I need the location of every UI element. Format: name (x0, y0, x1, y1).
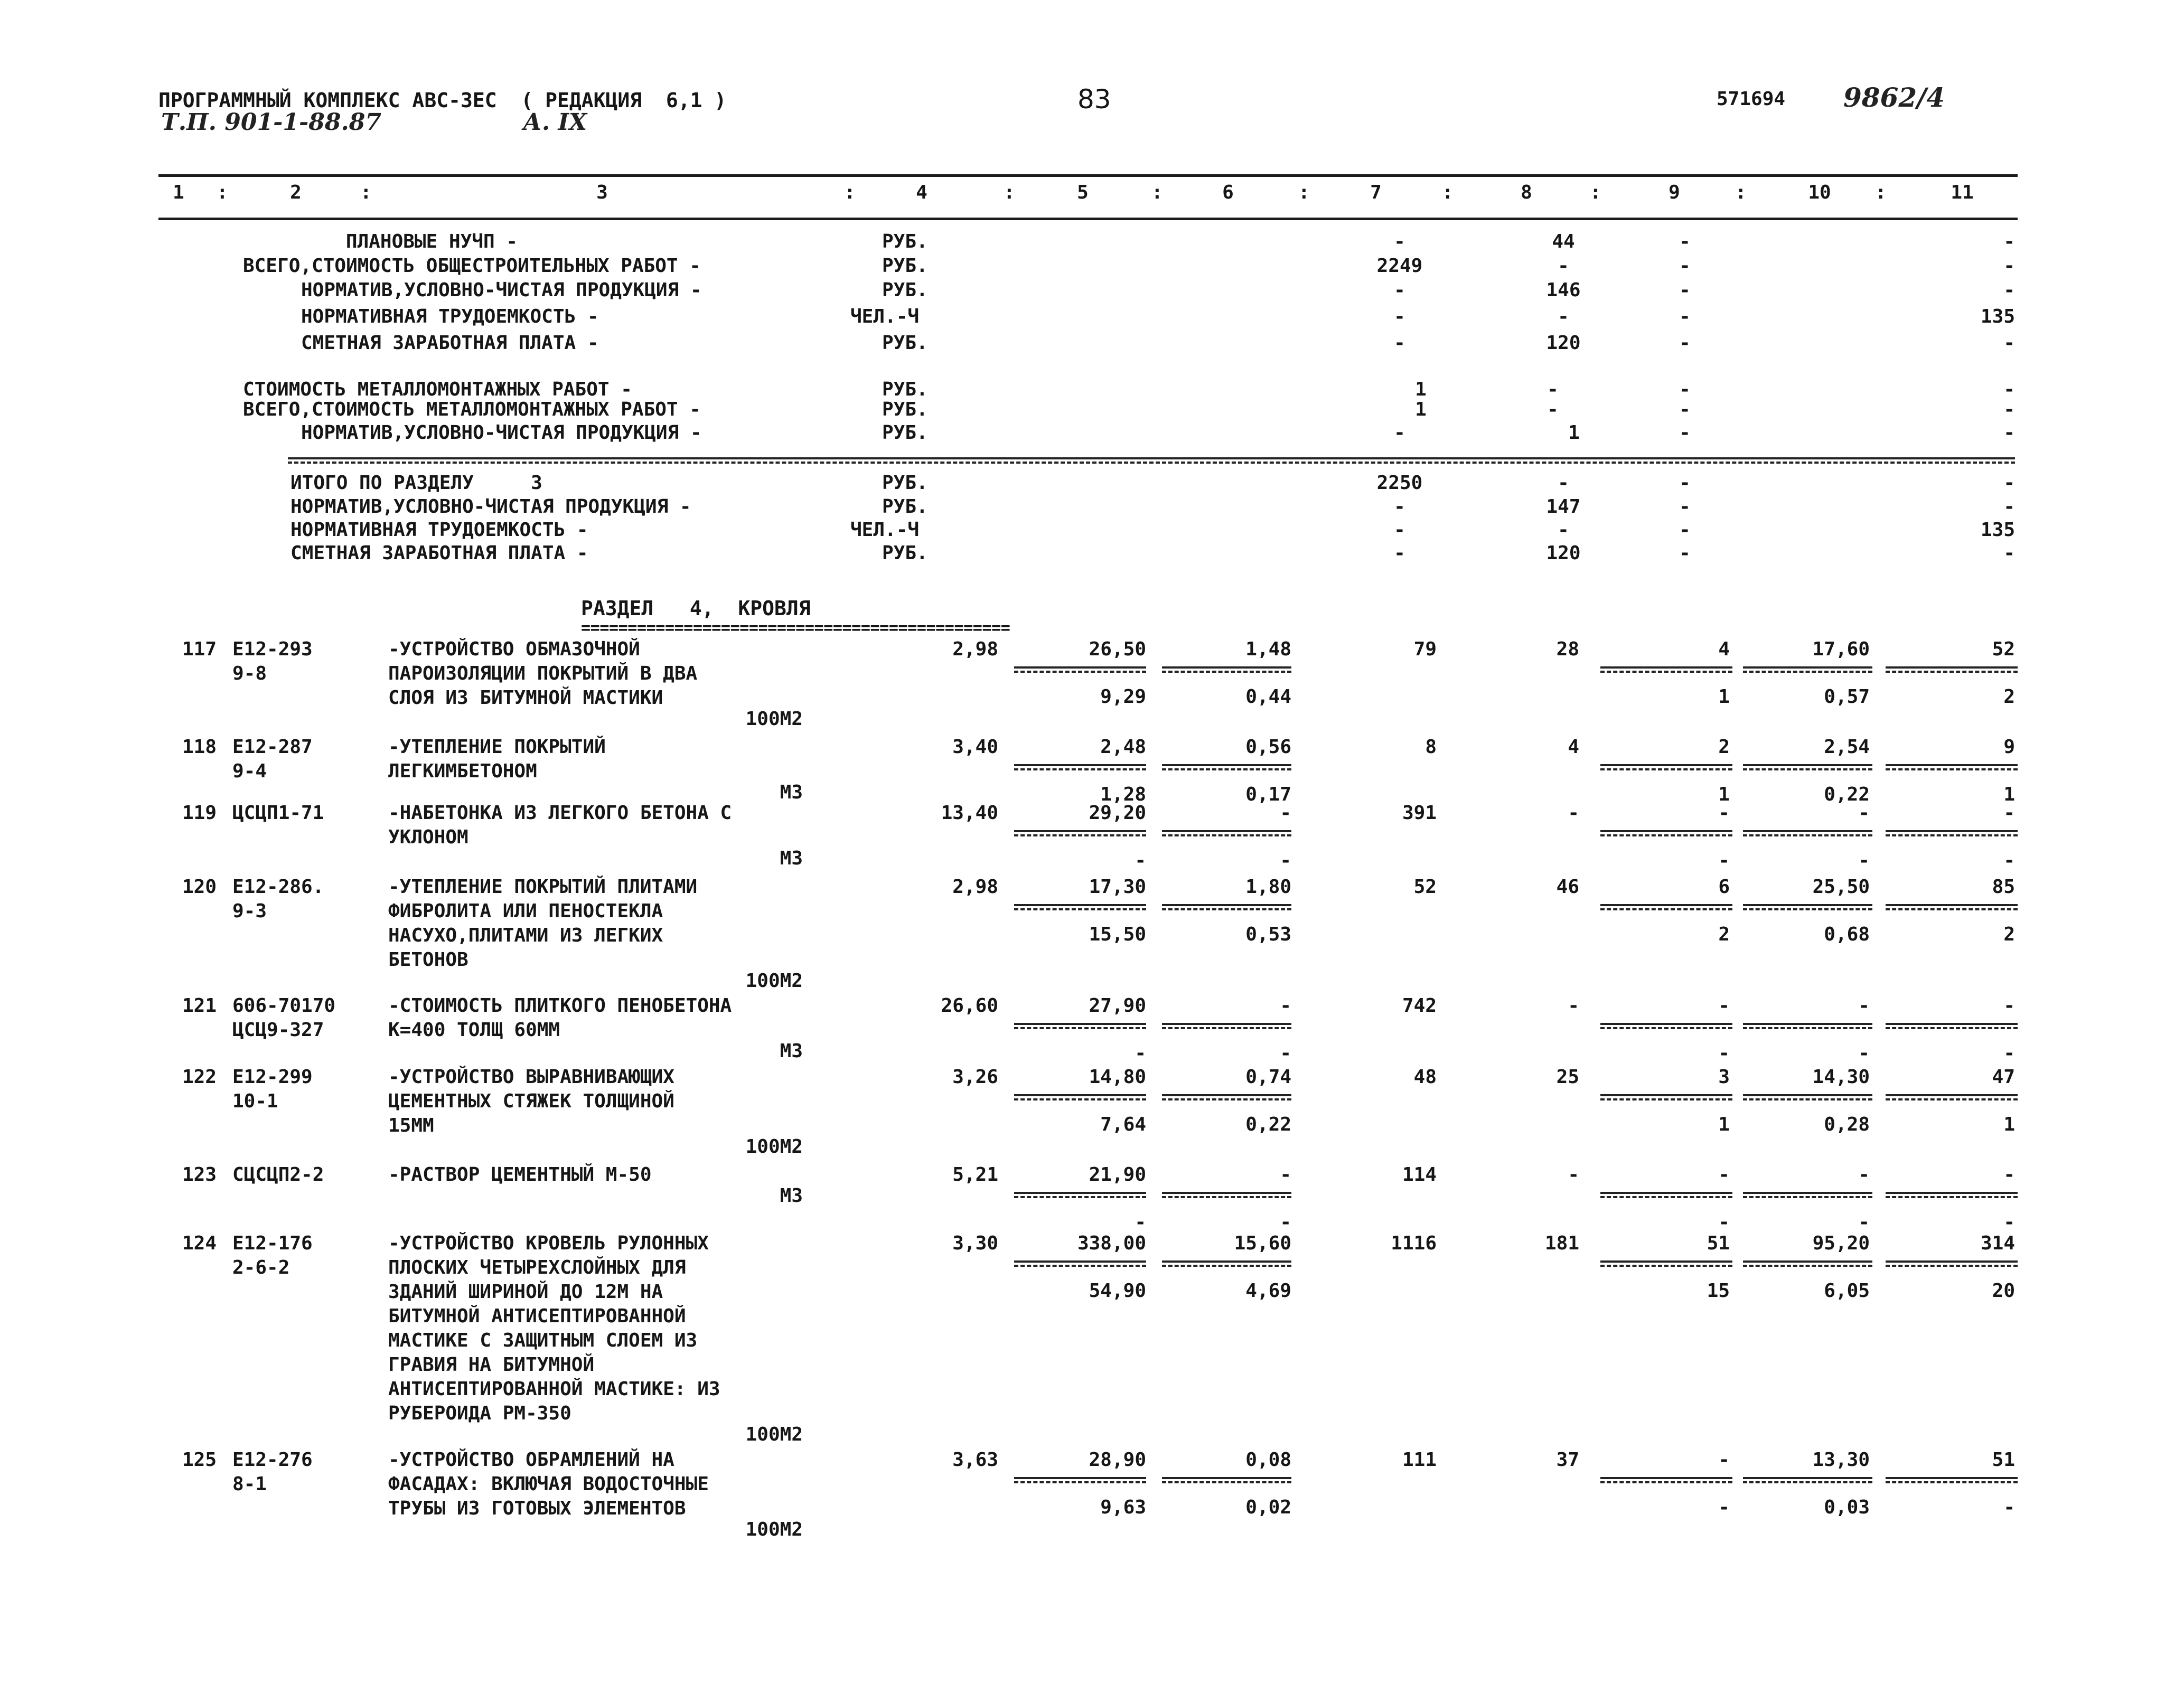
item-description: АНТИСЕПТИРОВАННОЙ МАСТИКЕ: ИЗ (388, 1378, 720, 1400)
col8-value: 28 (1556, 638, 1579, 660)
col10-value: - (1858, 802, 1870, 824)
item-number: 120 (182, 876, 217, 898)
col9-rule (1600, 1094, 1732, 1096)
col9-secondary: 1 (1718, 686, 1730, 708)
item-description: МАСТИКЕ С ЗАЩИТНЫМ СЛОЕМ ИЗ (388, 1330, 698, 1351)
item-unit: М3 (780, 1185, 803, 1207)
col5-secondary: 15,50 (1089, 924, 1146, 945)
col6-rule (1162, 1094, 1291, 1096)
col9-rule (1600, 904, 1732, 906)
col9-rule (1600, 666, 1732, 669)
col6-rule (1162, 666, 1291, 669)
col11-secondary: 2 (2003, 924, 2015, 945)
item-unit: М3 (780, 1040, 803, 1062)
program-title: ПРОГРАММНЫЙ КОМПЛЕКС АВС-3ЕС ( РЕДАКЦИЯ 6,1 ) (158, 89, 727, 112)
col10-value: 25,50 (1812, 876, 1870, 898)
item-code: 8-1 (232, 1473, 267, 1495)
col6-secondary: 0,02 (1245, 1497, 1291, 1518)
col10-secondary: - (1858, 1042, 1870, 1064)
col10-secondary: 0,68 (1824, 924, 1870, 945)
col7-value: 79 (1413, 638, 1437, 660)
col9-secondary: - (1718, 1497, 1730, 1518)
col11-rule (1886, 764, 2018, 766)
col11-secondary: 2 (2003, 686, 2015, 708)
col11-secondary: 1 (2003, 784, 2015, 805)
col9-value: - (1718, 1164, 1730, 1186)
col5-rule (1014, 666, 1146, 669)
col9-rule (1600, 1260, 1732, 1263)
col10-value: - (1858, 1164, 1870, 1186)
col11-value: - (2003, 995, 2015, 1017)
item-code: ЦСЦП1-71 (232, 802, 324, 824)
col7-value: 111 (1402, 1449, 1437, 1471)
col4-value: 2,98 (952, 876, 998, 898)
col10-rule (1743, 764, 1872, 766)
col5-rule (1014, 830, 1146, 832)
col4-value: 3,30 (952, 1233, 998, 1254)
item-code: Е12-286. (232, 876, 324, 898)
col5-secondary: 9,63 (1100, 1497, 1146, 1518)
page-number: 83 (1077, 84, 1111, 115)
item-description: УКЛОНОМ (388, 826, 468, 848)
colhead-3: 3 (596, 182, 608, 203)
header-bottom-rule (158, 218, 2018, 220)
col10-secondary: 0,57 (1824, 686, 1870, 708)
item-description: -НАБЕТОНКА ИЗ ЛЕГКОГО БЕТОНА С (388, 802, 732, 824)
colhead-4: 4 (916, 182, 927, 203)
col10-value: 95,20 (1812, 1233, 1870, 1254)
col9-rule (1600, 1192, 1732, 1194)
item-description: ЛЕГКИМБЕТОНОМ (388, 760, 537, 782)
col6-rule (1162, 904, 1291, 906)
item-number: 125 (182, 1449, 217, 1471)
col7-value: 1116 (1391, 1233, 1437, 1254)
col9-secondary: 1 (1718, 1114, 1730, 1135)
item-unit: 100М2 (745, 708, 803, 730)
col10-secondary: 6,05 (1824, 1280, 1870, 1302)
col4-value: 26,60 (941, 995, 998, 1017)
item-description: 15ММ (388, 1115, 434, 1136)
item-code: Е12-176 (232, 1233, 313, 1254)
col4-value: 3,40 (952, 736, 998, 758)
col11-secondary: - (2003, 1497, 2015, 1518)
col6-value: 1,80 (1245, 876, 1291, 898)
col10-rule (1743, 1260, 1872, 1263)
col5-value: 2,48 (1100, 736, 1146, 758)
col5-value: 17,30 (1089, 876, 1146, 898)
item-number: 121 (182, 995, 217, 1017)
col11-rule (1886, 1023, 2018, 1025)
col6-rule (1162, 1023, 1291, 1025)
item-code: 10-1 (232, 1090, 278, 1112)
item-description: -РАСТВОР ЦЕМЕНТНЫЙ М-50 (388, 1164, 652, 1186)
colhead-11: 11 (1951, 182, 1974, 203)
item-number: 118 (182, 736, 217, 758)
col11-secondary: - (2003, 1042, 2015, 1064)
col5-secondary: - (1135, 1211, 1146, 1233)
col11-secondary: - (2003, 850, 2015, 871)
item-description: РУБЕРОИДА РМ-350 (388, 1403, 571, 1424)
col9-secondary: 2 (1718, 924, 1730, 945)
col5-value: 26,50 (1089, 638, 1146, 660)
col11-rule (1886, 666, 2018, 669)
col11-rule (1886, 1192, 2018, 1194)
column-header-row: 1 : 2 : 3 : 4 : 5 : 6 : 7 : 8 : 9 : 10 : 11 (0, 182, 2184, 206)
item-code: Е12-299 (232, 1066, 313, 1088)
col4-value: 5,21 (952, 1164, 998, 1186)
col10-secondary: - (1858, 1211, 1870, 1233)
item-description: СЛОЯ ИЗ БИТУМНОЙ МАСТИКИ (388, 687, 663, 709)
item-description: БЕТОНОВ (388, 949, 468, 971)
item-description: -УСТРОЙСТВО ОБМАЗОЧНОЙ (388, 638, 640, 660)
col9-value: 6 (1718, 876, 1730, 898)
col6-secondary: - (1280, 850, 1291, 871)
col6-value: - (1280, 802, 1291, 824)
col6-value: - (1280, 1164, 1291, 1186)
item-description: ГРАВИЯ НА БИТУМНОЙ (388, 1354, 595, 1376)
col9-value: 2 (1718, 736, 1730, 758)
col6-value: - (1280, 995, 1291, 1017)
item-description: -УТЕПЛЕНИЕ ПОКРЫТИЙ (388, 736, 606, 758)
col10-value: - (1858, 995, 1870, 1017)
item-description: ТРУБЫ ИЗ ГОТОВЫХ ЭЛЕМЕНТОВ (388, 1498, 686, 1519)
item-description: НАСУХО,ПЛИТАМИ ИЗ ЛЕГКИХ (388, 925, 663, 946)
col8-value: - (1568, 995, 1579, 1017)
col5-value: 338,00 (1077, 1233, 1146, 1254)
col4-value: 3,26 (952, 1066, 998, 1088)
col11-rule (1886, 1260, 2018, 1263)
item-code: 9-3 (232, 900, 267, 922)
item-description: БИТУМНОЙ АНТИСЕПТИРОВАННОЙ (388, 1305, 686, 1327)
col11-value: 52 (1992, 638, 2015, 660)
col6-secondary: 4,69 (1245, 1280, 1291, 1302)
col4-value: 3,63 (952, 1449, 998, 1471)
col5-secondary: 9,29 (1100, 686, 1146, 708)
document-number: 571694 (1717, 88, 1786, 110)
col10-rule (1743, 666, 1872, 669)
col11-rule (1886, 1094, 2018, 1096)
col5-rule (1014, 1260, 1146, 1263)
col7-value: 52 (1413, 876, 1437, 898)
header-top-rule (158, 174, 2018, 177)
col6-rule (1162, 1477, 1291, 1479)
item-code: Е12-276 (232, 1449, 313, 1471)
col9-value: - (1718, 802, 1730, 824)
item-code: Е12-287 (232, 736, 313, 758)
col6-rule (1162, 1260, 1291, 1263)
col8-value: - (1568, 1164, 1579, 1186)
col6-value: 0,56 (1245, 736, 1291, 758)
col9-rule (1600, 1023, 1732, 1025)
item-description: ФАСАДАХ: ВКЛЮЧАЯ ВОДОСТОЧНЫЕ (388, 1473, 709, 1495)
album-number: А. IX (523, 109, 587, 136)
col5-value: 29,20 (1089, 802, 1146, 824)
col6-value: 0,74 (1245, 1066, 1291, 1088)
col10-rule (1743, 904, 1872, 906)
section-title-underline: ============================================== (581, 619, 1010, 637)
col4-value: 13,40 (941, 802, 998, 824)
col11-value: 314 (1980, 1233, 2015, 1254)
col8-value: 46 (1556, 876, 1579, 898)
col10-value: 2,54 (1824, 736, 1870, 758)
col6-rule (1162, 830, 1291, 832)
item-description: -УСТРОЙСТВО ОБРАМЛЕНИЙ НА (388, 1449, 674, 1471)
item-code: 2-6-2 (232, 1257, 290, 1278)
item-description: -УТЕПЛЕНИЕ ПОКРЫТИЙ ПЛИТАМИ (388, 876, 698, 898)
item-code: 606-70170 (232, 995, 336, 1017)
col9-value: - (1718, 995, 1730, 1017)
col6-value: 0,08 (1245, 1449, 1291, 1471)
col11-rule (1886, 904, 2018, 906)
colhead-1: 1 (173, 182, 184, 203)
col5-value: 21,90 (1089, 1164, 1146, 1186)
colhead-8: 8 (1521, 182, 1532, 203)
col6-secondary: - (1280, 1211, 1291, 1233)
col5-secondary: 7,64 (1100, 1114, 1146, 1135)
col11-secondary: - (2003, 1211, 2015, 1233)
col11-value: 9 (2003, 736, 2015, 758)
col10-value: 17,60 (1812, 638, 1870, 660)
col11-value: - (2003, 1164, 2015, 1186)
item-unit: 100М2 (745, 1136, 803, 1158)
section-total-rule (288, 457, 2015, 459)
col11-value: 51 (1992, 1449, 2015, 1471)
col9-secondary: - (1718, 1211, 1730, 1233)
col4-value: 2,98 (952, 638, 998, 660)
col5-secondary: - (1135, 1042, 1146, 1064)
col5-secondary: - (1135, 850, 1146, 871)
item-description: ЗДАНИЙ ШИРИНОЙ ДО 12М НА (388, 1281, 663, 1303)
item-description: -УСТРОЙСТВО КРОВЕЛЬ РУЛОННЫХ (388, 1233, 709, 1254)
col5-value: 28,90 (1089, 1449, 1146, 1471)
item-code: 9-4 (232, 760, 267, 782)
col5-secondary: 54,90 (1089, 1280, 1146, 1302)
col9-value: 4 (1718, 638, 1730, 660)
col5-value: 14,80 (1089, 1066, 1146, 1088)
col9-secondary: 15 (1707, 1280, 1730, 1302)
col9-rule (1600, 830, 1732, 832)
item-description: ПАРОИЗОЛЯЦИИ ПОКРЫТИЙ В ДВА (388, 663, 698, 684)
item-unit: 100М2 (745, 1424, 803, 1445)
col10-secondary: - (1858, 850, 1870, 871)
col10-rule (1743, 1094, 1872, 1096)
col9-value: 3 (1718, 1066, 1730, 1088)
col6-secondary: 0,44 (1245, 686, 1291, 708)
item-number: 123 (182, 1164, 217, 1186)
col10-value: 14,30 (1812, 1066, 1870, 1088)
col10-secondary: 0,28 (1824, 1114, 1870, 1135)
section-title: РАЗДЕЛ 4, КРОВЛЯ (581, 597, 811, 620)
item-code: СЦСЦП2-2 (232, 1164, 324, 1186)
item-description: ЦЕМЕНТНЫХ СТЯЖЕК ТОЛЩИНОЙ (388, 1090, 674, 1112)
col9-value: - (1718, 1449, 1730, 1471)
col10-secondary: 0,03 (1824, 1497, 1870, 1518)
col7-value: 742 (1402, 995, 1437, 1017)
col10-rule (1743, 1477, 1872, 1479)
col6-secondary: 0,17 (1245, 784, 1291, 805)
col11-secondary: 1 (2003, 1114, 2015, 1135)
col7-value: 114 (1402, 1164, 1437, 1186)
col9-rule (1600, 1477, 1732, 1479)
col7-value: 391 (1402, 802, 1437, 824)
col6-secondary: 0,22 (1245, 1114, 1291, 1135)
col5-rule (1014, 904, 1146, 906)
colhead-5: 5 (1077, 182, 1089, 203)
item-description: К=400 ТОЛЩ 60ММ (388, 1019, 560, 1041)
colhead-7: 7 (1370, 182, 1382, 203)
col5-value: 27,90 (1089, 995, 1146, 1017)
col9-secondary: - (1718, 1042, 1730, 1064)
col8-value: 25 (1556, 1066, 1579, 1088)
item-number: 122 (182, 1066, 217, 1088)
col10-value: 13,30 (1812, 1449, 1870, 1471)
item-number: 117 (182, 638, 217, 660)
col11-rule (1886, 1477, 2018, 1479)
colhead-9: 9 (1669, 182, 1680, 203)
col11-value: 85 (1992, 876, 2015, 898)
col5-secondary: 1,28 (1100, 784, 1146, 805)
col6-rule (1162, 764, 1291, 766)
col7-value: 48 (1413, 1066, 1437, 1088)
col7-value: 8 (1425, 736, 1437, 758)
colhead-6: 6 (1222, 182, 1234, 203)
colhead-2: 2 (290, 182, 302, 203)
item-code: ЦСЦ9-327 (232, 1019, 324, 1041)
project-code: Т.П. 901-1-88.87 (161, 109, 382, 136)
item-unit: М3 (780, 782, 803, 803)
col8-value: 37 (1556, 1449, 1579, 1471)
col11-value: 47 (1992, 1066, 2015, 1088)
item-unit: 100М2 (745, 970, 803, 992)
item-description: -СТОИМОСТЬ ПЛИТКОГО ПЕНОБЕТОНА (388, 995, 732, 1017)
col5-rule (1014, 1477, 1146, 1479)
item-number: 119 (182, 802, 217, 824)
col9-value: 51 (1707, 1233, 1730, 1254)
col11-rule (1886, 830, 2018, 832)
col6-rule (1162, 1192, 1291, 1194)
col8-value: - (1568, 802, 1579, 824)
col10-rule (1743, 1192, 1872, 1194)
col6-value: 15,60 (1234, 1233, 1291, 1254)
col6-value: 1,48 (1245, 638, 1291, 660)
item-number: 124 (182, 1233, 217, 1254)
col9-secondary: 1 (1718, 784, 1730, 805)
item-description: ФИБРОЛИТА ИЛИ ПЕНОСТЕКЛА (388, 900, 663, 922)
colhead-10: 10 (1808, 182, 1831, 203)
document-page: ПРОГРАММНЫЙ КОМПЛЕКС АВС-3ЕС ( РЕДАКЦИЯ 6,1 ) Т.П. 901-1-88.87 А. IX 83 571694 9862/4 1 : 2 : 3 : 4 : 5 : 6 : 7 : 8 : 9 : 10 : 11 ПЛАНОВЫЕ НУЧП - РУБ. - 44 - - ВСЕГО,СТОИМОСТЬ ОБЩЕСТРОИТЕЛЬНЫХ РАБОТ - РУБ. 2249 - - - НОРМАТИВ,УСЛОВНО-ЧИСТАЯ ПРОДУКЦИЯ - РУБ. - 146 - - НОРМАТИВНАЯ ТРУДОЕМКОСТЬ - ЧЕЛ.-Ч - - - 135 СМЕТНАЯ ЗАРАБОТНАЯ ПЛАТА - РУБ. - 120 - - СТОИМОСТЬ МЕТАЛЛОМОНТАЖНЫХ РАБОТ - РУБ. 1 - - - ВСЕГО,СТОИМОСТЬ МЕТАЛЛОМОНТАЖНЫХ РАБОТ - РУБ. 1 - - - НОРМАТИВ,УСЛОВНО-ЧИСТАЯ ПРОДУКЦИЯ - РУБ. - 1 - - ИТОГО ПО РАЗДЕЛУ 3 РУБ. 2250 - - - НОРМАТИВ,УСЛОВНО-ЧИСТАЯ ПРОДУКЦИЯ - РУБ. - 147 - - НОРМАТИВНАЯ ТРУДОЕМКОСТЬ - ЧЕЛ.-Ч - - - 135 СМЕТНАЯ ЗАРАБОТНАЯ ПЛАТА - РУБ. - 120 - - РАЗДЕЛ 4, КРОВЛЯ ============================================== 117 Е12-293 9-8 -УСТРОЙСТВО ОБМАЗОЧНОЙ ПАРОИЗОЛЯЦИИ ПОКРЫТИЙ В ДВА СЛОЯ ИЗ БИТУМНОЙ МАСТИКИ 100М2 2,98 26,50 1,48 79 28 4 17,60 52 9,29 0,44 1 0,57 2 118 Е12-287 9-4 -УТЕПЛЕНИЕ ПОКРЫТИЙ ЛЕГКИМБЕТОНОМ М3 3,40 2,48 0,56 8 4 2 2,54 9 1,28 0,17 1 0,22 1 119 ЦСЦП1-71 -НАБЕТОНКА ИЗ ЛЕГКОГО БЕТОНА С УКЛОНОМ М3 13,40 29,20 - 391 - - - - - - - - - 120 Е12-286. 9-3 -УТЕПЛЕНИЕ ПОКРЫТИЙ ПЛИТАМИ ФИБРОЛИТА ИЛИ ПЕНОСТЕКЛА НАСУХО,ПЛИТАМИ ИЗ ЛЕГКИХ БЕТОНОВ 100М2 2,98 17,30 1,80 52 46 6 25,50 85 15,50 0,53 2 0,68 2 121 606-70170 ЦСЦ9-327 -СТОИМОСТЬ ПЛИТКОГО ПЕНОБЕТОНА К=400 ТОЛЩ 60ММ М3 26,60 27,90 - 742 - - - - - - - - - 122 Е12-299 10-1 -УСТРОЙСТВО ВЫРАВНИВАЮЩИХ ЦЕМЕНТНЫХ СТЯЖЕК ТОЛЩИНОЙ 15ММ 100М2 3,26 14,80 0,74 48 25 3 14,30 47 7,64 0,22 1 0,28 1 123 СЦСЦП2-2 -РАСТВОР ЦЕМЕНТНЫЙ М-50 М3 5,21 21,90 - 114 - - - - - - - - - 124 Е12-176 2-6-2 -УСТРОЙСТВО КРОВЕЛЬ РУЛОННЫХ ПЛОСКИХ ЧЕТЫРЕХСЛОЙНЫХ ДЛЯ ЗДАНИЙ ШИРИНОЙ ДО 12М НА БИТУМНОЙ АНТИСЕПТИРОВАННОЙ МАСТИКЕ С ЗАЩИТНЫМ СЛОЕМ ИЗ ГРАВИЯ НА БИТУМНОЙ АНТИСЕПТИРОВАННОЙ МАСТИКЕ: ИЗ РУБЕРОИДА РМ-350 100М2 3,30 338,00 15,60 1116 181 51 95,20 314 54,90 4,69 15 6,05 20 125 Е12-276 8-1 -УСТРОЙСТВО ОБРАМЛЕНИЙ НА ФАСАДАХ: ВКЛЮЧАЯ ВОДОСТОЧНЫЕ ТРУБЫ ИЗ ГОТОВЫХ ЭЛЕМЕНТОВ 100М2 3,63 28,90 0,08 111 37 - 13,30 51 9,63 0,02 - 0,03 - (0, 0, 2184, 1684)
handwritten-reference: 9862/4 (1843, 82, 1945, 113)
col9-secondary: - (1718, 850, 1730, 871)
item-description: ПЛОСКИХ ЧЕТЫРЕХСЛОЙНЫХ ДЛЯ (388, 1257, 686, 1278)
col5-rule (1014, 1192, 1146, 1194)
col5-rule (1014, 764, 1146, 766)
item-code: 9-8 (232, 663, 267, 684)
item-description: -УСТРОЙСТВО ВЫРАВНИВАЮЩИХ (388, 1066, 674, 1088)
col10-rule (1743, 1023, 1872, 1025)
col6-secondary: 0,53 (1245, 924, 1291, 945)
col11-secondary: 20 (1992, 1280, 2015, 1302)
col8-value: 181 (1544, 1233, 1579, 1254)
col9-rule (1600, 764, 1732, 766)
item-code: Е12-293 (232, 638, 313, 660)
col10-secondary: 0,22 (1824, 784, 1870, 805)
col11-value: - (2003, 802, 2015, 824)
item-unit: М3 (780, 848, 803, 869)
col8-value: 4 (1568, 736, 1579, 758)
col6-secondary: - (1280, 1042, 1291, 1064)
col10-rule (1743, 830, 1872, 832)
col5-rule (1014, 1023, 1146, 1025)
col5-rule (1014, 1094, 1146, 1096)
item-unit: 100М2 (745, 1519, 803, 1540)
